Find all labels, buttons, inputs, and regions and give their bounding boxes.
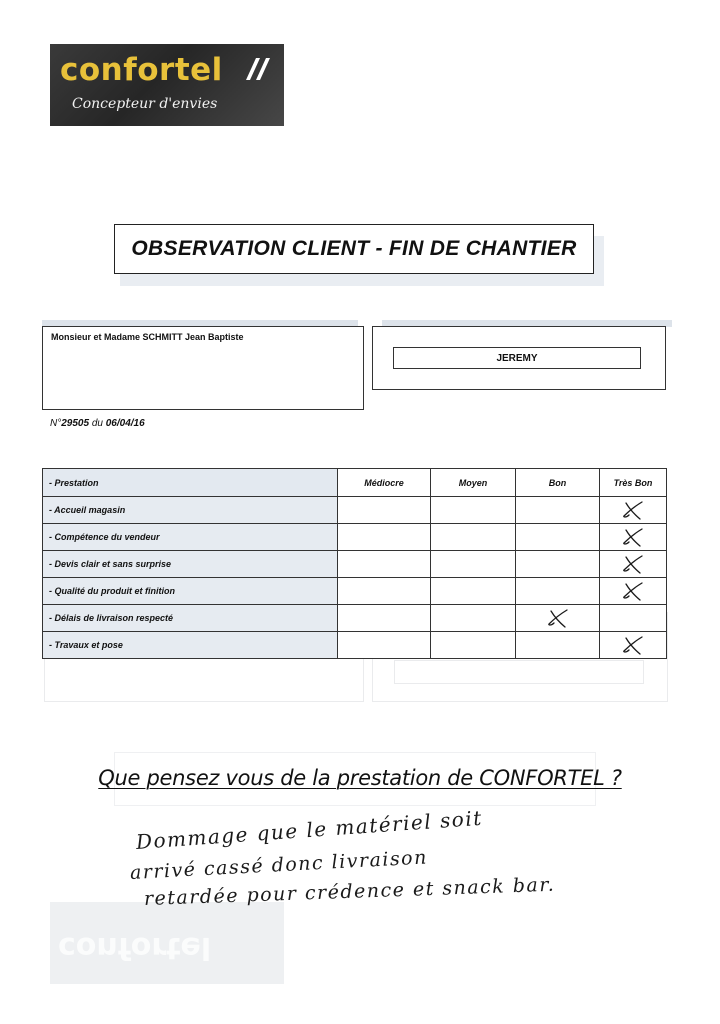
rating-cell xyxy=(516,497,600,524)
table-row xyxy=(43,605,667,632)
rating-cell xyxy=(600,632,667,659)
row-label: - Qualité du produit et finition xyxy=(43,578,338,605)
table-row xyxy=(43,497,667,524)
handwritten-check-mark-icon xyxy=(620,553,646,575)
rating-cell xyxy=(338,551,431,578)
rating-cell xyxy=(431,632,516,659)
rating-cell xyxy=(338,578,431,605)
table-row xyxy=(43,551,667,578)
agent-box xyxy=(372,326,666,390)
agent-name: JEREMY xyxy=(393,347,641,369)
rating-cell xyxy=(431,605,516,632)
order-date: 06/04/16 xyxy=(105,418,145,429)
rating-cell xyxy=(600,551,667,578)
order-du: du xyxy=(91,418,103,429)
client-name: Monsieur et Madame SCHMITT Jean Baptiste xyxy=(51,332,244,342)
handwritten-check-mark-icon xyxy=(545,607,571,629)
rating-cell xyxy=(431,551,516,578)
header-prestation: - Prestation xyxy=(43,469,338,497)
rating-cell xyxy=(600,497,667,524)
table-row xyxy=(43,632,667,659)
table-row xyxy=(43,578,667,605)
confortel-logo xyxy=(50,44,284,126)
order-line xyxy=(50,418,145,429)
table-header-row xyxy=(43,469,667,497)
logo-slashes-icon xyxy=(236,56,276,82)
rating-cell xyxy=(338,632,431,659)
rating-cell xyxy=(338,497,431,524)
rating-cell xyxy=(516,551,600,578)
question-heading: Que pensez vous de la prestation de CONFORTEL ? xyxy=(98,766,622,790)
rating-cell xyxy=(600,578,667,605)
rating-cell xyxy=(516,605,600,632)
rating-cell xyxy=(431,578,516,605)
header-tres-bon: Très Bon xyxy=(600,469,667,497)
row-label: - Accueil magasin xyxy=(43,497,338,524)
row-label: - Devis clair et sans surprise xyxy=(43,551,338,578)
rating-cell xyxy=(516,578,600,605)
handwritten-check-mark-icon xyxy=(620,580,646,602)
header-moyen: Moyen xyxy=(431,469,516,497)
rating-cell xyxy=(600,605,667,632)
handwritten-answer-line-2: arrivé cassé donc livraison xyxy=(129,846,429,884)
handwritten-check-mark-icon xyxy=(620,526,646,548)
rating-cell xyxy=(338,524,431,551)
logo-tagline: Concepteur d'envies xyxy=(72,96,218,112)
handwritten-answer-line-3: retardée pour crédence et snack bar. xyxy=(143,873,556,910)
rating-cell xyxy=(516,632,600,659)
logo-brand: confortel xyxy=(60,52,223,88)
ghost-agent-inner xyxy=(394,660,644,684)
order-prefix: N° xyxy=(50,418,62,429)
rating-table xyxy=(42,468,667,659)
rating-cell xyxy=(600,524,667,551)
ghost-logo-text: confortel xyxy=(58,930,212,965)
page-title: OBSERVATION CLIENT - FIN DE CHANTIER xyxy=(114,224,594,274)
table-row xyxy=(43,524,667,551)
header-mediocre: Médiocre xyxy=(338,469,431,497)
row-label: - Délais de livraison respecté xyxy=(43,605,338,632)
header-bon: Bon xyxy=(516,469,600,497)
rating-cell xyxy=(431,497,516,524)
rating-cell xyxy=(516,524,600,551)
order-number: 29505 xyxy=(61,418,90,429)
client-box xyxy=(42,326,364,410)
handwritten-answer-line-1: Dommage que le matériel soit xyxy=(135,805,484,854)
handwritten-check-mark-icon xyxy=(620,634,646,656)
row-label: - Travaux et pose xyxy=(43,632,338,659)
row-label: - Compétence du vendeur xyxy=(43,524,338,551)
rating-cell xyxy=(338,605,431,632)
handwritten-check-mark-icon xyxy=(620,499,646,521)
rating-cell xyxy=(431,524,516,551)
